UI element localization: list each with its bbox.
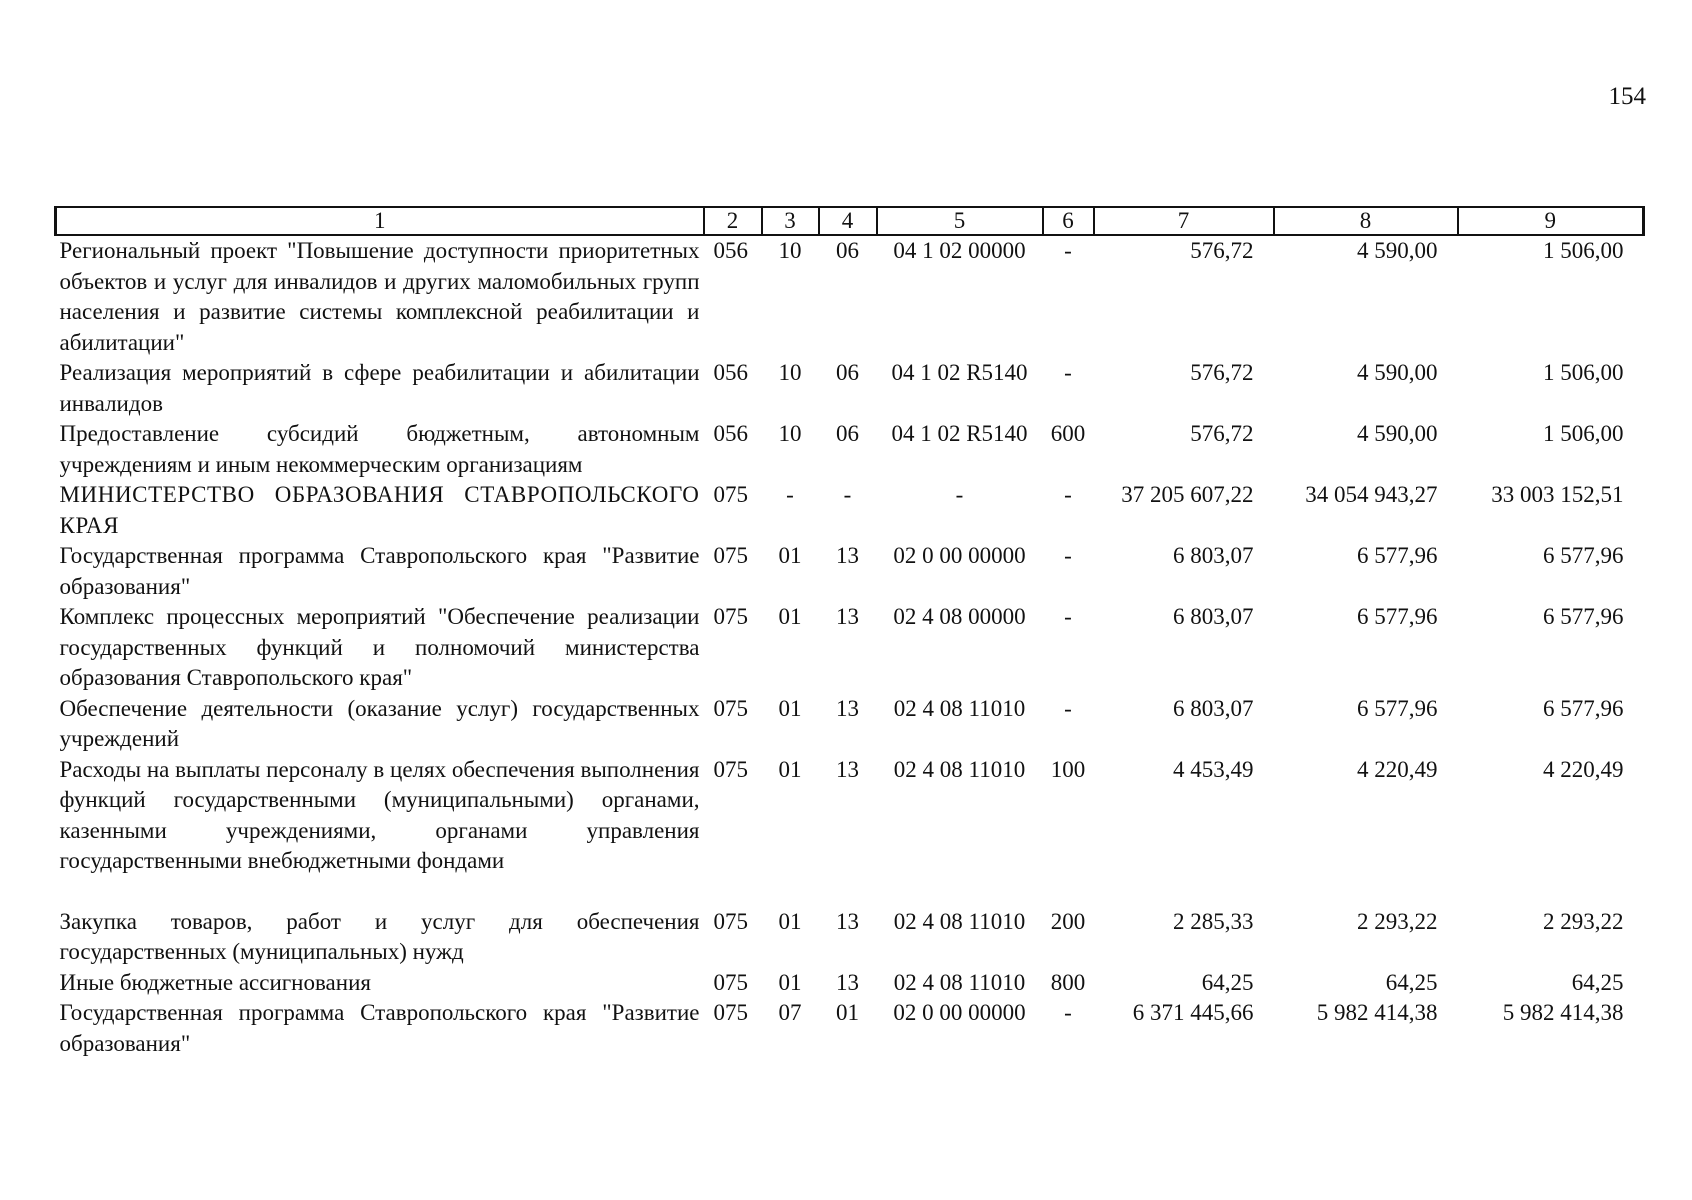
amount-col-9: 1 506,00 [1543,238,1624,263]
amount-col-9: 6 577,96 [1543,695,1624,721]
row-name: Комплекс процессных мероприятий "Обеспечение реализации государственных функций и полномочий министерства образования Ставропольского края" [59,604,700,690]
amount-col-7: 64,25 [1201,969,1254,995]
ministry-code: 075 [713,908,748,934]
amount-col-9: 4 220,49 [1543,756,1624,782]
row-name: Государственная программа Ставропольского края "Развитие образования" [59,543,700,599]
table-row [56,907,1644,968]
target-article-code: 04 1 02 R5140 [891,421,1028,446]
table-header [56,207,1644,235]
amount-col-7: 6 803,07 [1173,543,1254,568]
table-row [56,480,1644,541]
table-row [56,694,1644,755]
header-col-5: 5 [877,207,1043,235]
amount-col-9: 6 577,96 [1543,604,1624,629]
amount-col-8: 6 577,96 [1357,695,1438,721]
subsection-code: 01 [836,1000,859,1025]
blank-cell [56,877,1644,907]
header-col-8: 8 [1274,207,1458,235]
row-name: Предоставление субсидий бюджетным, автономным учреждениям и иным некоммерческим организациям [59,421,700,477]
amount-col-8: 6 577,96 [1357,543,1438,568]
amount-col-7: 4 453,49 [1173,756,1254,782]
table-row [56,541,1644,602]
subsection-code: 13 [836,543,859,568]
table-row [56,235,1644,358]
subsection-code: 13 [836,908,859,934]
amount-col-8: 4 590,00 [1357,421,1438,446]
target-article-code: 02 0 00 00000 [893,543,1026,568]
amount-col-8: 5 982 414,38 [1316,1000,1438,1025]
subsection-code: 06 [836,238,859,263]
subsection-code: - [843,482,852,507]
subsection-code: 13 [836,604,859,629]
target-article-code: 02 4 08 11010 [893,756,1026,782]
subsection-code: 06 [836,360,859,385]
budget-table [54,206,1645,1059]
amount-col-7: 37 205 607,22 [1121,482,1254,507]
amount-col-7: 2 285,33 [1173,908,1254,934]
target-article-code: 02 0 00 00000 [893,1000,1026,1025]
header-col-3: 3 [762,207,819,235]
amount-col-9: 1 506,00 [1543,360,1624,385]
target-article-code: - [955,482,964,507]
table-body [56,235,1644,1059]
table-row [56,419,1644,480]
ministry-code: 056 [713,238,748,263]
header-col-6: 6 [1043,207,1094,235]
ministry-code: 075 [713,1000,748,1025]
expense-type-code: - [1064,482,1072,507]
table-row [56,998,1644,1059]
expense-type-code: 100 [1050,756,1086,782]
amount-col-8: 64,25 [1385,969,1438,995]
table-row [56,602,1644,694]
row-name: Расходы на выплаты персоналу в целях обеспечения выполнения функций государственными (муниципальными) органами, казенными учреждениями, органами управления государственными внебюджетными фондами [59,756,700,873]
row-name: Обеспечение деятельности (оказание услуг) государственных учреждений [59,695,700,751]
amount-col-8: 6 577,96 [1357,604,1438,629]
amount-col-8: 4 590,00 [1357,238,1438,263]
row-name: Государственная программа Ставропольского края "Развитие образования" [59,1000,700,1056]
target-article-code: 02 4 08 11010 [893,969,1026,995]
blank-row [56,877,1644,907]
table-row [56,358,1644,419]
expense-type-code: - [1064,604,1072,629]
section-code: 01 [778,543,802,568]
expense-type-code: 600 [1050,421,1086,446]
section-code: 01 [778,604,802,629]
ministry-code: 056 [713,421,748,446]
subsection-code: 13 [836,695,859,721]
target-article-code: 02 4 08 11010 [893,695,1026,721]
amount-col-8: 2 293,22 [1357,908,1438,934]
ministry-code: 056 [713,360,748,385]
ministry-code: 075 [713,756,748,782]
header-col-7: 7 [1094,207,1274,235]
amount-col-7: 576,72 [1190,238,1254,263]
row-name: Региональный проект "Повышение доступности приоритетных объектов и услуг для инвалидов и других маломобильных групп населения и развитие системы комплексной реабилитации и абилитации" [59,238,700,355]
amount-col-7: 576,72 [1190,360,1254,385]
expense-type-code: 800 [1050,969,1086,995]
expense-type-code: 200 [1050,908,1086,934]
section-code: 10 [778,360,802,385]
header-row [56,207,1644,235]
amount-col-9: 1 506,00 [1543,421,1624,446]
section-code: 01 [778,969,802,995]
section-code: 10 [778,238,802,263]
expense-type-code: - [1064,695,1072,721]
expense-type-code: - [1064,360,1072,385]
ministry-code: 075 [713,969,748,995]
amount-col-7: 6 803,07 [1173,604,1254,629]
amount-col-9: 6 577,96 [1543,543,1624,568]
section-code: 01 [778,695,802,721]
header-col-1: 1 [56,207,704,235]
expense-type-code: - [1064,543,1072,568]
section-code: 10 [778,421,802,446]
header-col-2: 2 [704,207,762,235]
header-col-4: 4 [819,207,877,235]
row-name: МИНИСТЕРСТВО ОБРАЗОВАНИЯ СТАВРОПОЛЬСКОГО КРАЯ [59,482,700,538]
amount-col-7: 576,72 [1190,421,1254,446]
table-row [56,755,1644,877]
ministry-code: 075 [713,543,748,568]
target-article-code: 02 4 08 00000 [893,604,1026,629]
amount-col-9: 33 003 152,51 [1491,482,1624,507]
row-name: Закупка товаров, работ и услуг для обеспечения государственных (муниципальных) нужд [59,908,700,964]
section-code: - [786,482,794,507]
expense-type-code: - [1064,238,1072,263]
amount-col-9: 2 293,22 [1543,908,1624,934]
header-col-9: 9 [1458,207,1644,235]
section-code: 01 [778,756,802,782]
row-name: Реализация мероприятий в сфере реабилитации и абилитации инвалидов [59,360,700,416]
section-code: 01 [778,908,802,934]
row-name: Иные бюджетные ассигнования [59,969,371,995]
section-code: 07 [778,1000,802,1025]
amount-col-8: 4 590,00 [1357,360,1438,385]
table-row [56,968,1644,999]
subsection-code: 13 [836,969,859,995]
subsection-code: 06 [836,421,859,446]
subsection-code: 13 [836,756,859,782]
amount-col-9: 5 982 414,38 [1502,1000,1624,1025]
amount-col-8: 34 054 943,27 [1305,482,1438,507]
amount-col-8: 4 220,49 [1357,756,1438,782]
ministry-code: 075 [713,604,748,629]
amount-col-7: 6 371 445,66 [1132,1000,1254,1025]
page-number: 154 [1608,83,1646,110]
expense-type-code: - [1064,1000,1072,1025]
target-article-code: 04 1 02 00000 [893,238,1026,263]
target-article-code: 04 1 02 R5140 [891,360,1028,385]
amount-col-9: 64,25 [1571,969,1624,995]
amount-col-7: 6 803,07 [1173,695,1254,721]
target-article-code: 02 4 08 11010 [893,908,1026,934]
ministry-code: 075 [713,482,748,507]
ministry-code: 075 [713,695,748,721]
